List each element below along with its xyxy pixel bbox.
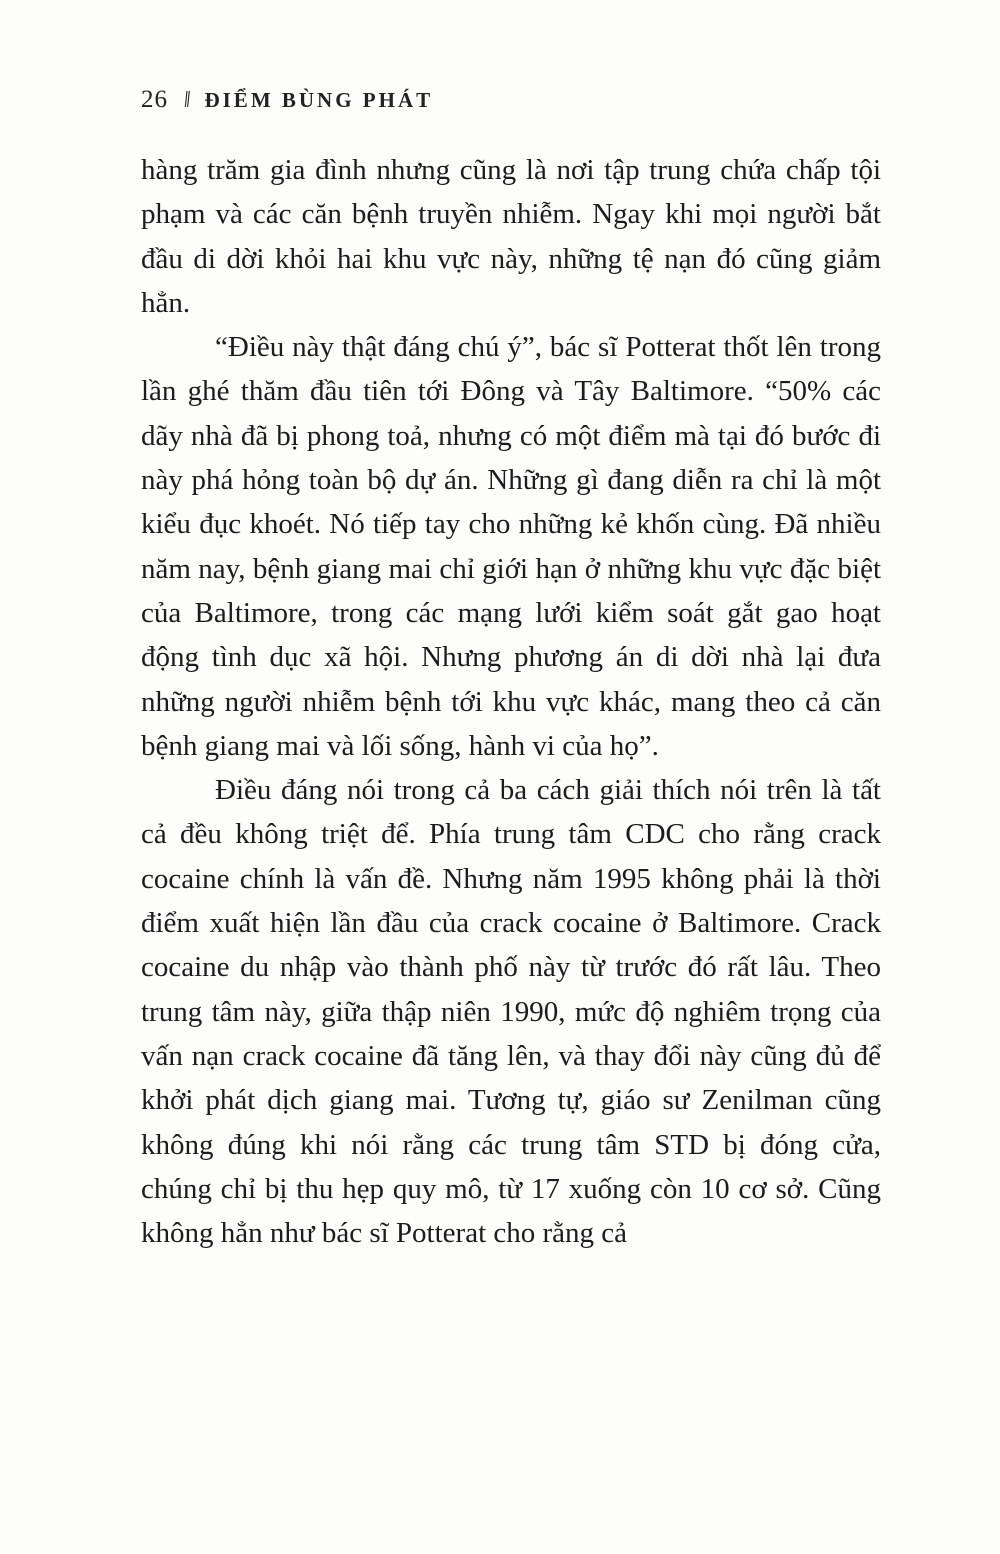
paragraph: Điều đáng nói trong cả ba cách giải thích nói trên là tất cả đều không triệt để. Phía trung tâm CDC cho rằng crack cocaine chính là vấn đề. Nhưng năm 1995 không phải là thời điểm xuất hiện lần đầu của crack cocaine ở Baltimore. Crack cocaine du nhập vào thành phố này từ trước đó rất lâu. Theo trung tâm này, giữa thập niên 1990, mức độ nghiêm trọng của vấn nạn crack cocaine đã tăng lên, và thay đổi này cũng đủ để khởi phát dịch giang mai. Tương tự, giáo sư Zenilman cũng không đúng khi nói rằng các trung tâm STD bị đóng cửa, chúng chỉ bị thu hẹp quy mô, từ 17 xuống còn 10 cơ sở. Cũng không hẳn như bác sĩ Potterat cho rằng cả — [141, 774, 881, 1250]
paragraph: “Điều này thật đáng chú ý”, bác sĩ Potterat thốt lên trong lần ghé thăm đầu tiên tới Đông và Tây Baltimore. “50% các dãy nhà đã bị phong toả, nhưng có một điểm mà tại đó bước đi này phá hỏng toàn bộ dự án. Những gì đang diễn ra chỉ là một kiểu đục khoét. Nó tiếp tay cho những kẻ khốn cùng. Đã nhiều năm nay, bệnh giang mai chỉ giới hạn ở những khu vực đặc biệt của Baltimore, trong các mạng lưới kiểm soát gắt gao hoạt động tình dục xã hội. Nhưng phương án di dời nhà lại đưa những người nhiễm bệnh tới khu vực khác, mang theo cả căn bệnh giang mai và lối sống, hành vi của họ”. — [141, 331, 881, 762]
page-number: 26 — [141, 86, 168, 113]
paragraph: hàng trăm gia đình nhưng cũng là nơi tập trung chứa chấp tội phạm và các căn bệnh truyền nhiễm. Ngay khi mọi người bắt đầu di dời khỏi hai khu vực này, những tệ nạn đó cũng giảm hẳn. — [141, 154, 881, 319]
page-content — [141, 86, 881, 1255]
body-text — [141, 148, 881, 1255]
header-separator: ‖ — [182, 87, 192, 112]
page-header — [141, 86, 881, 114]
book-title: ĐIỂM BÙNG PHÁT — [204, 88, 434, 112]
